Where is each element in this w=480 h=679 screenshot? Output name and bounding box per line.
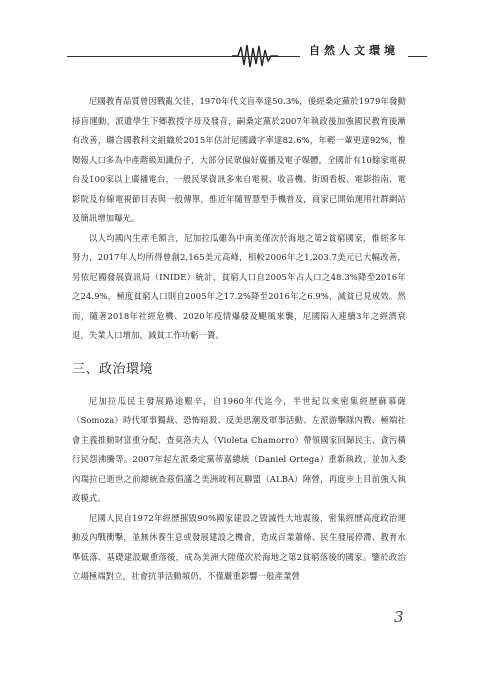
section-heading: 三、政治環境 [72,361,154,377]
page-number: 3 [394,608,404,626]
heartbeat-wave-icon [232,43,278,69]
paragraph: 以人均國內生產毛額言，尼加拉瓜雖為中南美僅次於海地之第2貧窮國家，惟經多年努力，2017年人均所得曾創2,165美元高峰，相較2006年之1,203.7美元已大幅改善，另依尼國發展資訊局（INIDE）統計，貧窮人口自2005年占人口之48.3%降至2016年之24.9%，極度貧窮人口則自2005年之17.2%降至2016年之6.9%，減貧已見成效。然而，隨著2018年社經危機、2020年疫情爆發及颶風來襲，尼國陷入連續3年之經濟衰退，失業人口增加，減貧工作功虧一簣。 [72,232,406,340]
paragraph: 尼加拉瓜民主發展路途艱辛，自1960年代迄今，半世紀以來密集經歷蘇慕薩（Somoza）時代軍事獨裁、恐怖暗殺、反美思潮及軍事活動、左派游擊隊內戰、極端社會主義推動財富重分配、查莫洛夫人（Violeta Chamorro）帶領國家回歸民主、貪污橫行民怨沸騰等。2007年起左派桑定黨蒂嘉總統（Daniel Ortega）重新執政，並加入委內瑞拉已逝世之前總統查茲倡議之美洲玻利瓦聯盟（ALBA）陣營，再度步上目前強人執政模式。 [72,395,406,503]
page-body [72,92,406,587]
paragraph: 尼國教育品質曾因戰亂欠佳，1970年代文盲率達50.3%，後經桑定黨於1979年發動掃盲運動，派遣學生下鄉教授字母及發音，嗣桑定黨於2007年執政後加強國民教育後漸有改善，聯合國教科文組織於2015年估計尼國識字率達82.6%，年輕一輩更達92%，惟閱報人口多為中產階級知識份子，大部分民眾偏好廣播及電子媒體，全國計有10餘家電視台及100家以上廣播電台，一般民眾資訊多來自電視、收音機、街頭看板、電影指南、電影院及有線電視節目表與一般傳單，惟近年隨智慧型手機普及，商家已開始運用社群網站及簡訊增加曝光。 [72,96,406,223]
paragraph: 尼國人民自1972年經歷摧毀90%國家建設之毀滅性大地震後，密集經歷高度政治運動及內戰衝擊，並無休養生息或發展建設之機會，造成百業蕭條、民生發展停滯、教育水準低落、基礎建設嚴重落後，成為美洲大陸僅次於海地之第2貧窮落後的國家。鑒於政治立場極端對立，社會抗爭活動頻仍，不僅嚴重影響一般產業營 [72,512,406,581]
header-title: 自然人文環境 [300,42,408,59]
